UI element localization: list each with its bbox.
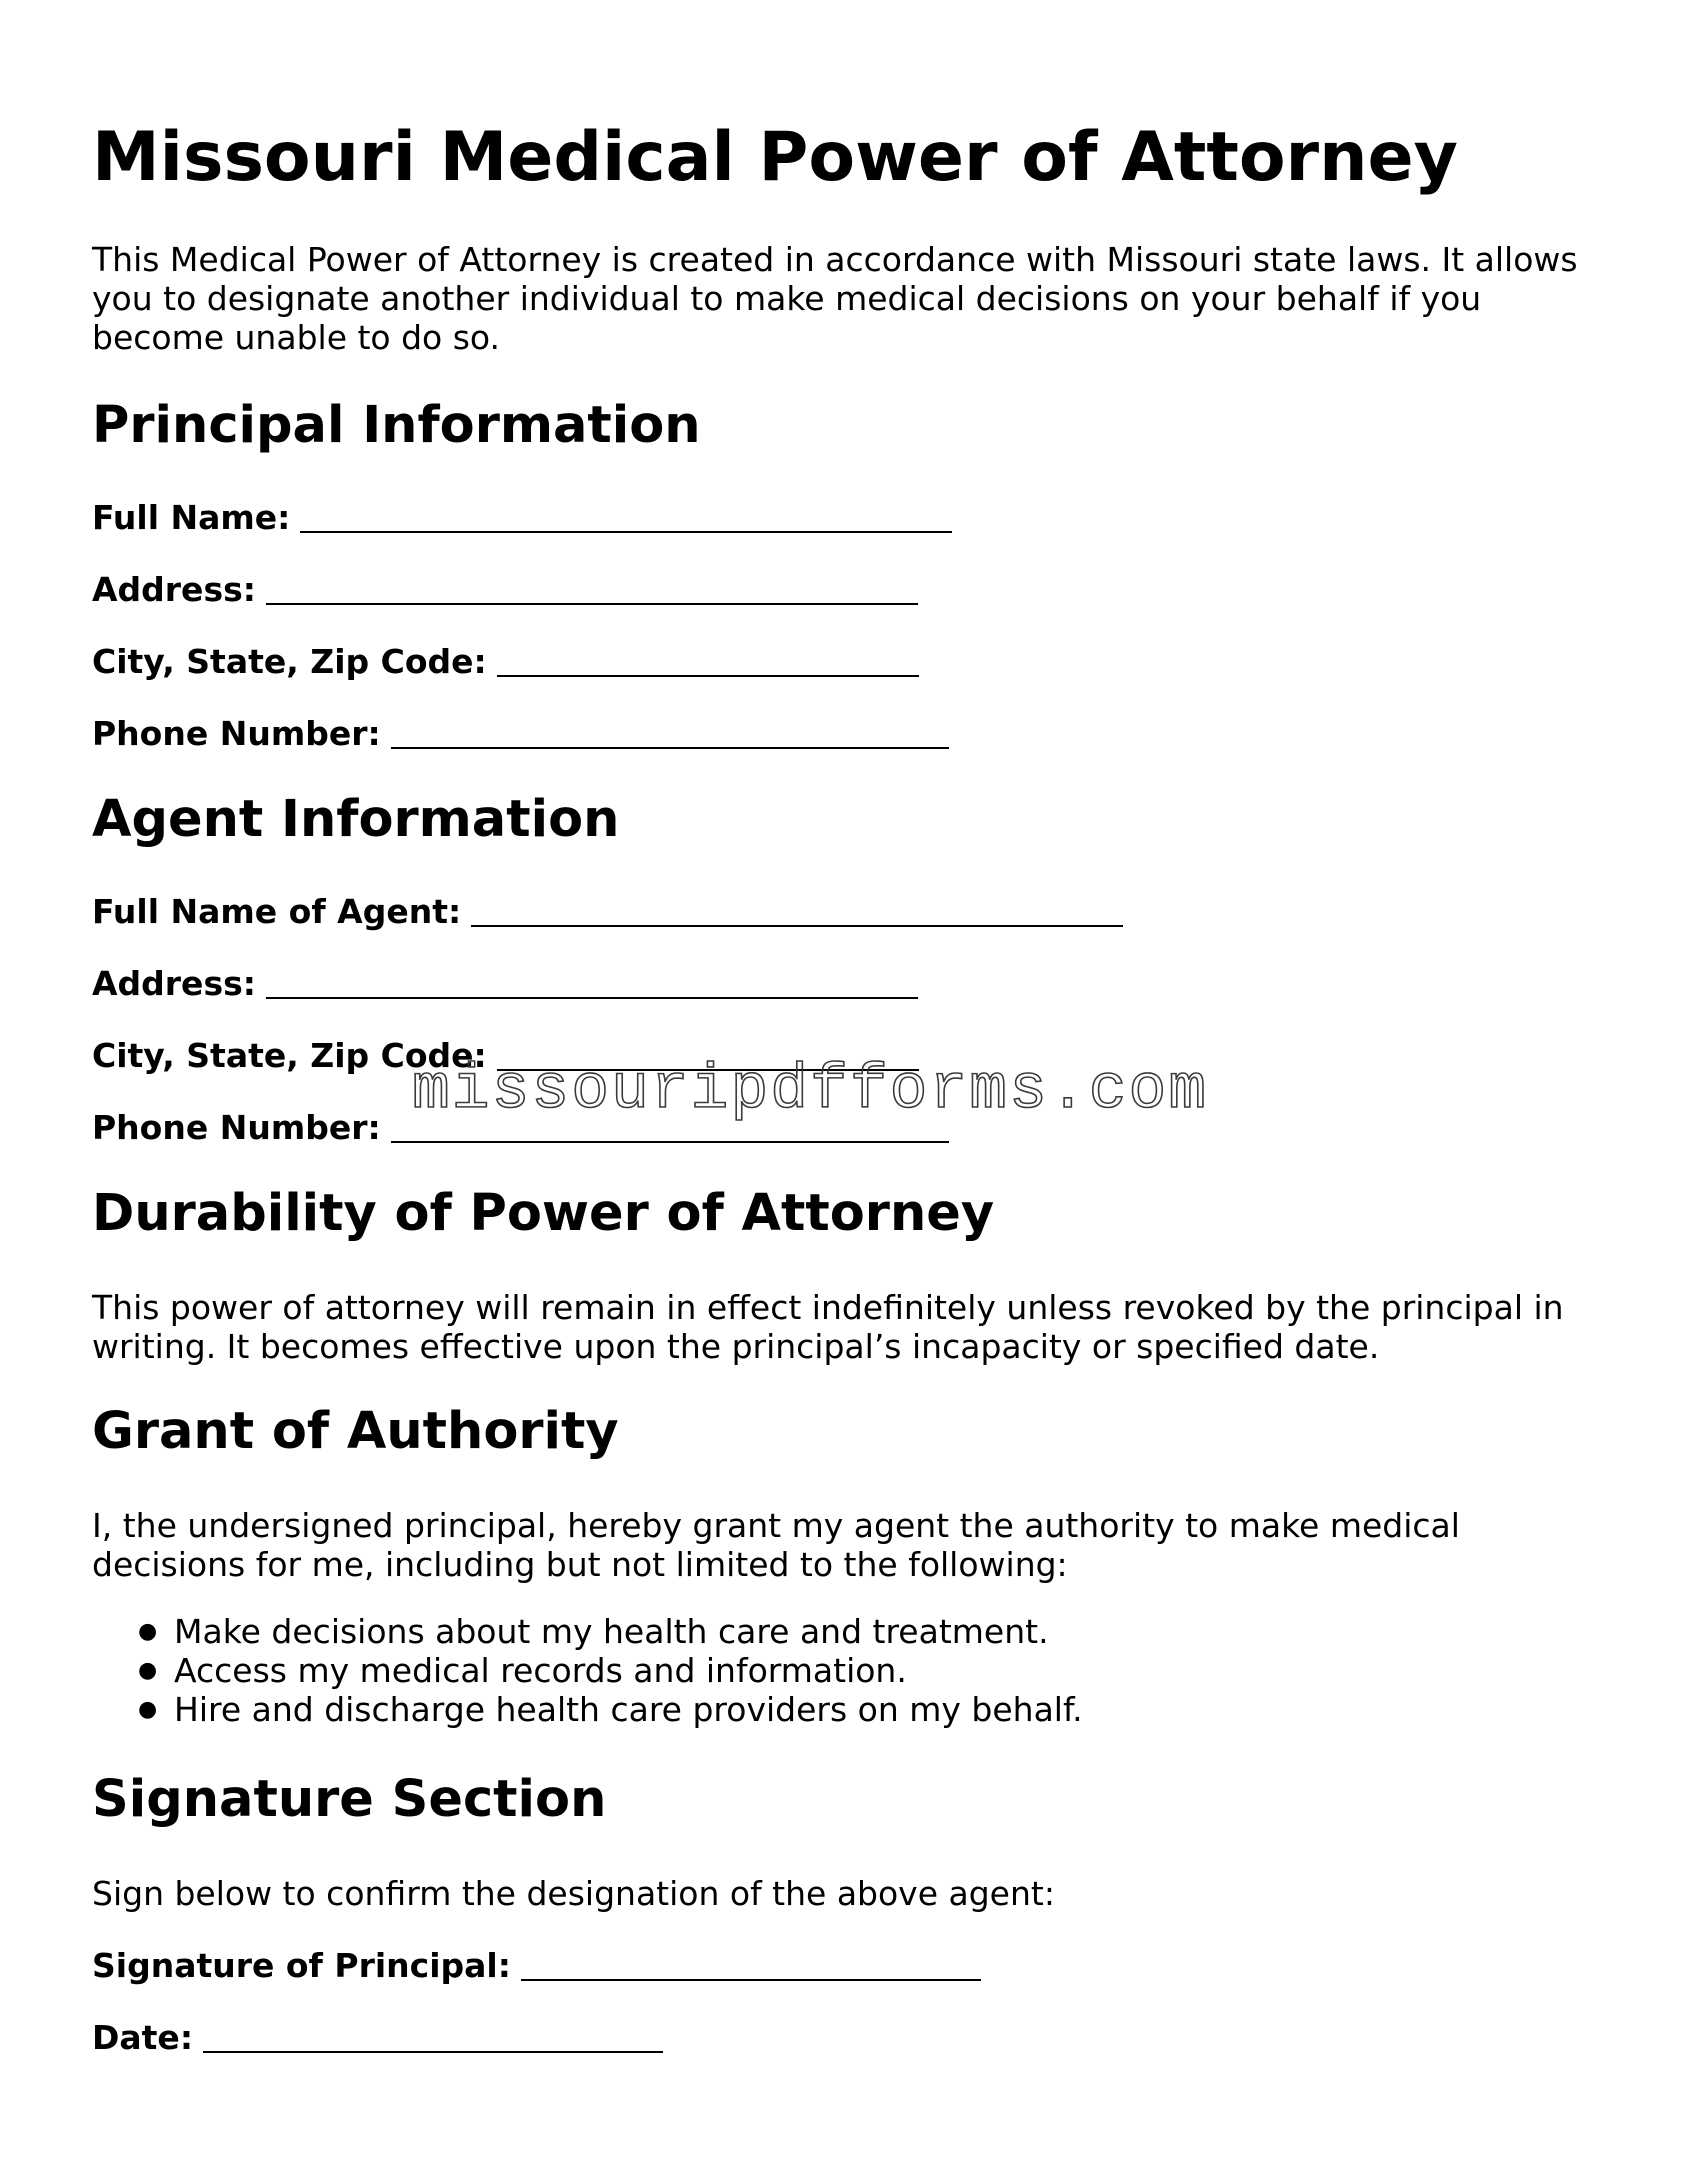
principal-city-field <box>92 642 919 682</box>
principal-phone-field <box>92 714 949 754</box>
signature-label: Signature of Principal: <box>92 1946 511 1985</box>
agent-full-name-label: Full Name of Agent: <box>92 892 462 931</box>
agent-address-field <box>92 964 918 1004</box>
bullet-icon: ● <box>138 1697 158 1722</box>
agent-address-blank[interactable] <box>266 965 918 999</box>
agent-full-name-field <box>92 892 1123 932</box>
principal-full-name-field <box>92 498 952 538</box>
date-blank[interactable] <box>203 2019 663 2053</box>
signature-blank[interactable] <box>521 1947 981 1981</box>
list-item-text: Access my medical records and information. <box>174 1651 907 1690</box>
principal-address-label: Address: <box>92 570 256 609</box>
agent-address-label: Address: <box>92 964 256 1003</box>
list-item <box>138 1612 1083 1651</box>
date-field <box>92 2018 663 2058</box>
intro-paragraph: This Medical Power of Attorney is created in accordance with Missouri state laws. It allows you to designate another individual to make medical decisions on your behalf if you become unable to do so. <box>92 240 1578 357</box>
principal-city-blank[interactable] <box>497 643 919 677</box>
list-item-text: Hire and discharge health care providers on my behalf. <box>174 1690 1083 1729</box>
agent-heading: Agent Information <box>92 790 620 849</box>
durability-heading: Durability of Power of Attorney <box>92 1184 995 1243</box>
signature-field <box>92 1946 981 1986</box>
list-item <box>138 1690 1083 1729</box>
signature-heading: Signature Section <box>92 1770 607 1829</box>
grant-list <box>92 1612 1083 1729</box>
principal-address-blank[interactable] <box>266 571 918 605</box>
principal-address-field <box>92 570 918 610</box>
principal-full-name-label: Full Name: <box>92 498 291 537</box>
grant-heading: Grant of Authority <box>92 1402 619 1461</box>
date-label: Date: <box>92 2018 194 2057</box>
grant-paragraph: I, the undersigned principal, hereby grant my agent the authority to make medical decisions for me, including but not limited to the following: <box>92 1506 1460 1584</box>
principal-heading: Principal Information <box>92 396 701 455</box>
principal-city-label: City, State, Zip Code: <box>92 642 487 681</box>
list-item-text: Make decisions about my health care and treatment. <box>174 1612 1049 1651</box>
principal-full-name-blank[interactable] <box>300 499 952 533</box>
agent-full-name-blank[interactable] <box>471 893 1123 927</box>
bullet-icon: ● <box>138 1658 158 1683</box>
agent-phone-label: Phone Number: <box>92 1108 381 1147</box>
bullet-icon: ● <box>138 1619 158 1644</box>
principal-phone-blank[interactable] <box>391 715 949 749</box>
document-title: Missouri Medical Power of Attorney <box>92 118 1458 197</box>
signature-paragraph: Sign below to confirm the designation of the above agent: <box>92 1874 1055 1913</box>
list-item <box>138 1651 1083 1690</box>
agent-city-label: City, State, Zip Code: <box>92 1036 487 1075</box>
principal-phone-label: Phone Number: <box>92 714 381 753</box>
watermark: missouripdfforms.com <box>412 1055 1209 1126</box>
durability-paragraph: This power of attorney will remain in effect indefinitely unless revoked by the principal in writing. It becomes effective upon the principal’s incapacity or specified date. <box>92 1288 1564 1366</box>
